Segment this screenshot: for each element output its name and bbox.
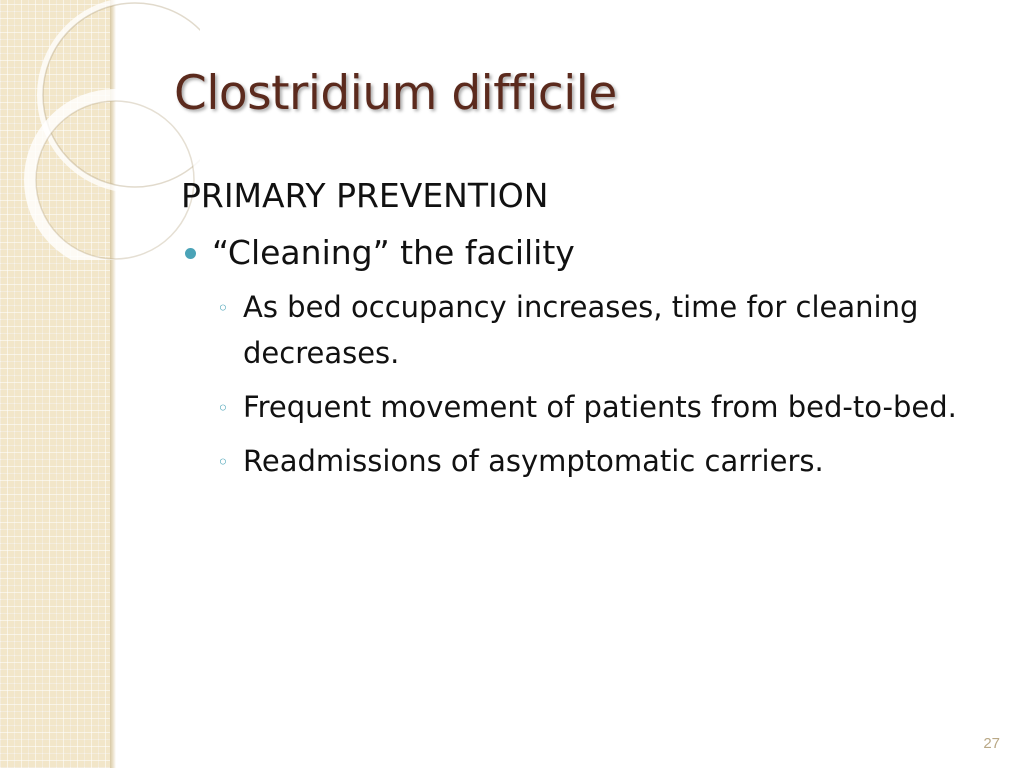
sub-bullet-text: Readmissions of asymptomatic carriers.: [243, 444, 824, 478]
sub-bullet-text: Frequent movement of patients from bed-to-bed.: [243, 390, 957, 424]
hollow-circle-bullet-icon: ◦: [217, 450, 229, 474]
sub-bullet-item: [181, 438, 988, 484]
page-number: 27: [983, 735, 1000, 752]
bullet-item: [181, 232, 991, 274]
sub-bullet-text: As bed occupancy increases, time for cleaning decreases.: [243, 290, 919, 370]
sub-bullet-item: [181, 284, 988, 376]
slide-body: [181, 172, 991, 492]
sub-bullet-list: [181, 284, 991, 484]
hollow-circle-bullet-icon: ◦: [217, 296, 229, 320]
sub-bullet-item: [181, 384, 988, 430]
filled-circle-bullet-icon: [185, 248, 196, 259]
bullet-text: “Cleaning” the facility: [212, 233, 575, 272]
slide-title: Clostridium difficile: [174, 66, 617, 121]
decorative-rings-icon: [0, 0, 200, 260]
hollow-circle-bullet-icon: ◦: [217, 396, 229, 420]
section-heading: PRIMARY PREVENTION: [181, 176, 549, 215]
